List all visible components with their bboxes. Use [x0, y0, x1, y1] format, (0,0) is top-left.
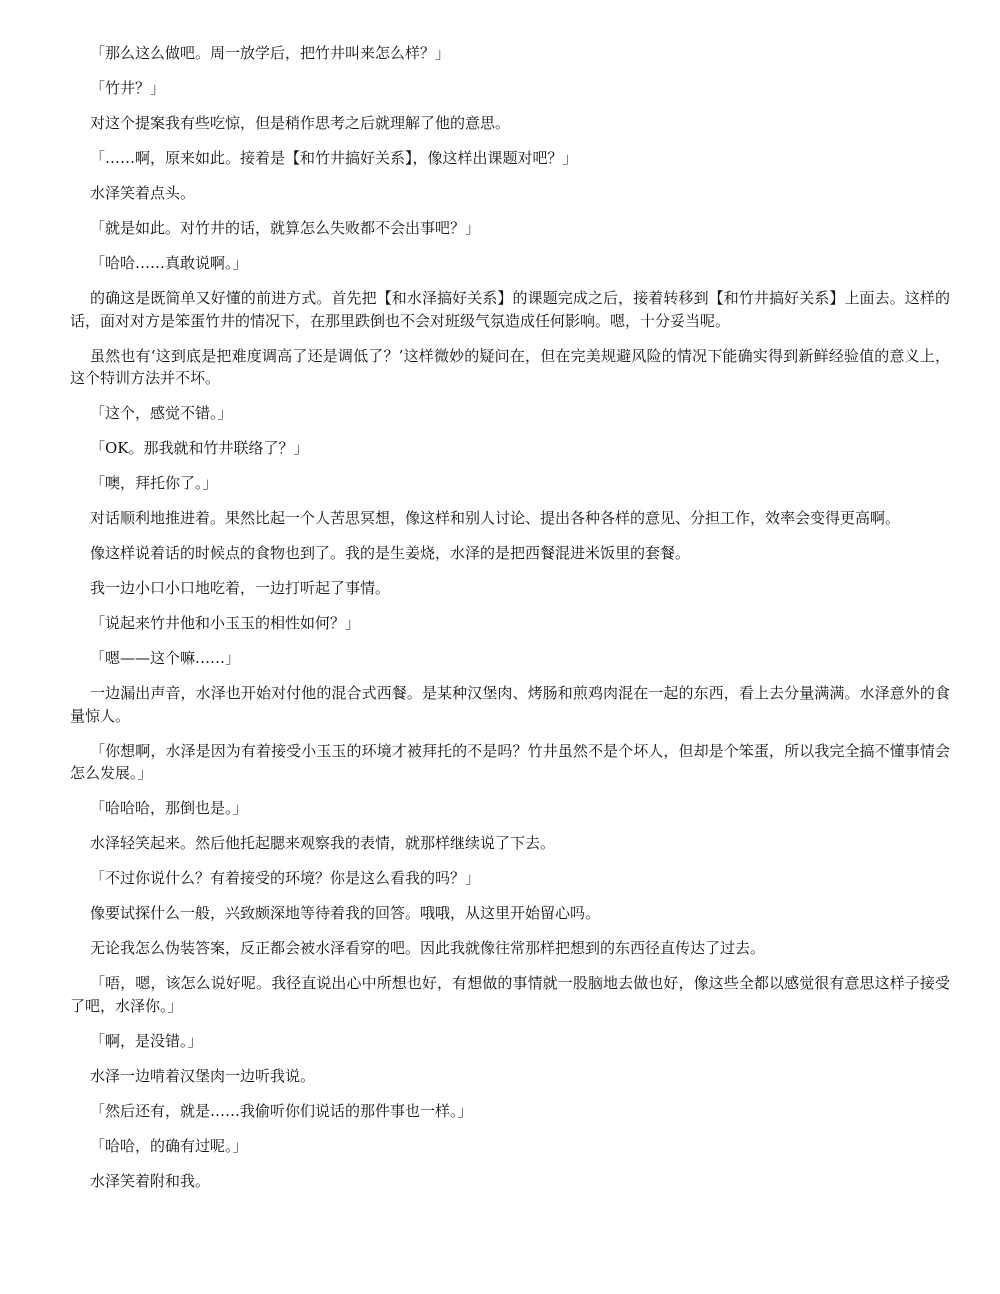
paragraph: 「你想啊，水泽是因为有着接受小玉玉的环境才被拜托的不是吗？竹井虽然不是个坏人，但却是个笨蛋，所以我完全搞不懂事情会怎么发展。」 [70, 741, 950, 782]
paragraph: 像这样说着话的时候点的食物也到了。我的是生姜烧，水泽的是把西餐混进米饭里的套餐。 [90, 544, 691, 562]
paragraph: 「说起来竹井他和小玉玉的相性如何？」 [90, 614, 361, 632]
paragraph: 水泽笑着点头。 [90, 184, 196, 202]
paragraph: 「不过你说什么？有着接受的环境？你是这么看我的吗？」 [90, 869, 481, 887]
paragraph: 「啊，是没错。」 [90, 1031, 203, 1050]
paragraph: 对话顺利地推进着。果然比起一个人苦思冥想，像这样和别人讨论、提出各种各样的意见、分担工作，效率会变得更高啊。 [90, 509, 901, 527]
paragraph: 「竹井？」 [90, 79, 166, 97]
paragraph: 「……啊，原来如此。接着是【和竹井搞好关系】，像这样出课题对吧？」 [90, 149, 578, 167]
paragraph: 「那么这么做吧。周一放学后，把竹井叫来怎么样？」 [90, 44, 451, 62]
paragraph: 对这个提案我有些吃惊，但是稍作思考之后就理解了他的意思。 [90, 114, 511, 132]
paragraph: 一边漏出声音，水泽也开始对付他的混合式西餐。是某种汉堡肉、烤肠和煎鸡肉混在一起的东西，看上去分量满满。水泽意外的食量惊人。 [70, 684, 950, 725]
paragraph: 我一边小口小口地吃着，一边打听起了事情。 [90, 579, 391, 597]
paragraph: 「嗯——这个嘛……」 [90, 649, 241, 667]
paragraph: 无论我怎么伪装答案，反正都会被水泽看穿的吧。因此我就像往常那样把想到的东西径直传达了过去。 [90, 939, 766, 957]
paragraph: 水泽笑着附和我。 [90, 1171, 211, 1190]
paragraph: 「然后还有，就是……我偷听你们说话的那件事也一样。」 [90, 1101, 473, 1120]
paragraph: 「OK。那我就和竹井联络了？」 [90, 439, 309, 457]
document-page [70, 42, 950, 1205]
paragraph: 「噢，拜托你了。」 [90, 474, 218, 492]
paragraph: 「哈哈……真敢说啊。」 [90, 254, 248, 272]
paragraph: 虽然也有‘这到底是把难度调高了还是调低了？’这样微妙的疑问在，但在完美规避风险的情况下能确实得到新鲜经验值的意义上，这个特训方法并不坏。 [70, 346, 950, 387]
paragraph: 的确这是既简单又好懂的前进方式。首先把【和水泽搞好关系】的课题完成之后，接着转移到【和竹井搞好关系】上面去。这样的话，面对对方是笨蛋竹井的情况下，在那里跌倒也不会对班级气氛造成任何影响。嗯，十分妥当呢。 [70, 289, 950, 330]
paragraph: 水泽轻笑起来。然后他托起腮来观察我的表情，就那样继续说了下去。 [90, 834, 556, 852]
paragraph: 像要试探什么一般，兴致颇深地等待着我的回答。哦哦，从这里开始留心吗。 [90, 904, 601, 922]
paragraph: 水泽一边啃着汉堡肉一边听我说。 [90, 1066, 316, 1085]
paragraph: 「哈哈哈，那倒也是。」 [90, 799, 248, 817]
paragraph: 「就是如此。对竹井的话，就算怎么失败都不会出事吧？」 [90, 219, 481, 237]
paragraph: 「唔，嗯，该怎么说好呢。我径直说出心中所想也好，有想做的事情就一股脑地去做也好，像这些全都以感觉很有意思这样子接受了吧，水泽你。」 [70, 974, 950, 1015]
paragraph: 「哈哈，的确有过呢。」 [90, 1136, 248, 1155]
paragraph: 「这个，感觉不错。」 [90, 404, 233, 422]
